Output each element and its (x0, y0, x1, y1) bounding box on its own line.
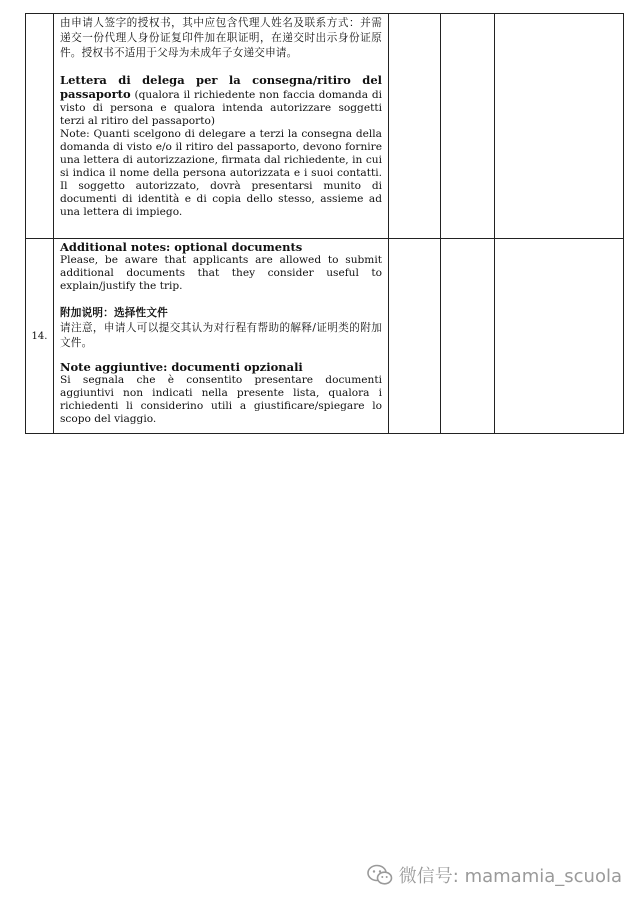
table-row (26, 14, 624, 239)
check-cell[interactable] (441, 14, 495, 239)
check-cell[interactable] (389, 239, 441, 434)
en-notes-text: Please, be aware that applicants are allowed to submit additional documents that they consider useful to explain/justify the trip. (60, 254, 382, 292)
wechat-icon (367, 864, 393, 886)
check-cell[interactable] (441, 239, 495, 434)
table-row (26, 239, 624, 434)
it-delegation-title: Lettera di delega per la consegna/ritiro del passaporto (60, 73, 382, 101)
watermark (367, 862, 622, 888)
zh-notes-title: 附加说明：选择性文件 (60, 307, 168, 319)
check-cell[interactable] (389, 14, 441, 239)
row-description (54, 239, 389, 434)
it-notes-title: Note aggiuntive: documenti opzionali (60, 360, 303, 374)
it-delegation-subtitle: (qualora il richiedente non faccia domanda di visto di persona e qualora intenda autorizzare soggetti terzi al ritiro del passaporto) (60, 89, 382, 127)
it-delegation-note: Note: Quanti scelgono di delegare a terzi la consegna della domanda di visto e/o il ritiro del passaporto, devono fornire una lettera di autorizzazione, firmata dal richiedente, in cui si indica il nome della persona autorizzata e i suoi contatti. Il soggetto autorizzato, dovrà presentarsi munito di documenti di identità e di copia dello stesso, assieme ad una lettera di impiego. (60, 128, 382, 218)
zh-notes-text: 请注意，申请人可以提交其认为对行程有帮助的解释/证明类的附加文件。 (60, 322, 382, 349)
en-notes-title: Additional notes: optional documents (60, 240, 303, 254)
row-description (54, 14, 389, 239)
remarks-cell[interactable] (495, 14, 624, 239)
row-number: 14. (26, 239, 54, 434)
watermark-text: 微信号: mamamia_scuola (398, 866, 622, 887)
requirements-table (25, 13, 624, 434)
it-notes-text: Si segnala che è consentito presentare documenti aggiuntivi non indicati nella presente lista, qualora i richiedenti li considerino utili a giustificare/spiegare lo scopo del viaggio. (60, 374, 382, 425)
zh-delegation-text: 由申请人签字的授权书，其中应包含代理人姓名及联系方式：并需递交一份代理人身份证复印件加在职证明，在递交时出示身份证原件。授权书不适用于父母为未成年子女递交申请。 (60, 17, 382, 59)
remarks-cell[interactable] (495, 239, 624, 434)
row-number (26, 14, 54, 239)
